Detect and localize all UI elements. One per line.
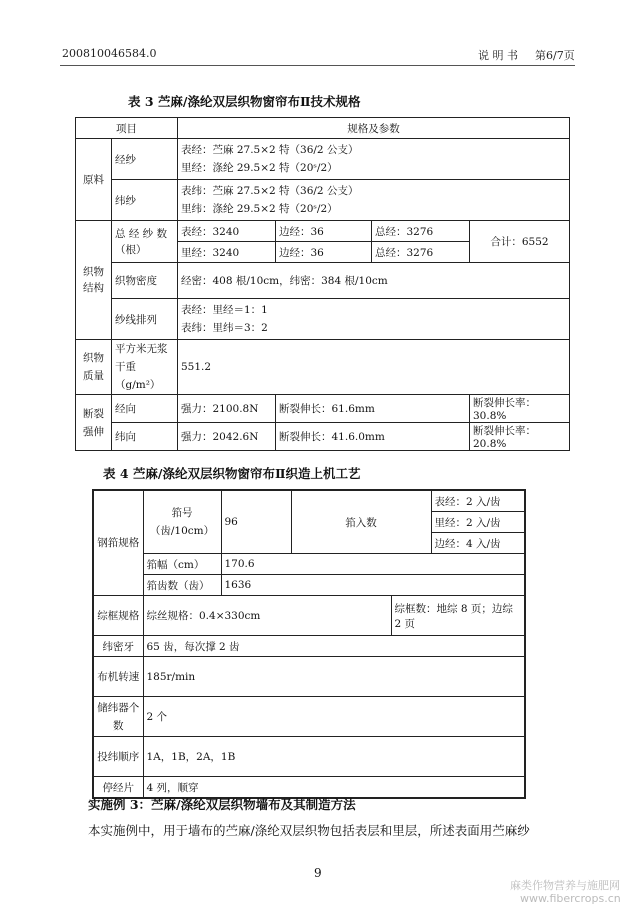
t4-heald-label: 综框规格 [93,596,143,636]
t3-strength-label: 断裂强伸 [76,395,112,451]
t3-weft-elongation: 断裂伸长：41.6.0mm [276,423,470,451]
t4-pick-gear-value: 65 齿，每次撑 2 齿 [143,636,525,657]
t3-warp-force: 强力：2100.8N [178,395,276,423]
t3-arrangement-label: 纱线排列 [112,299,178,340]
t4-pick-gear-label: 纬密牙 [93,636,143,657]
t3-grand-total: 合计：6552 [470,221,570,263]
t3-weft-direction: 纬向 [112,423,178,451]
t3-total-warp-1: 总经：3276 [372,221,470,242]
t4-reed-number-value: 96 [221,490,291,554]
t3-raw-material-label: 原料 [76,139,112,221]
t3-weft-rate: 断裂伸长率：20.8% [470,423,570,451]
t3-density-value: 经密：408 根/10cm，纬密：384 根/10cm [178,263,570,299]
t3-weft-face: 表纬：苎麻 27.5×2 特（36/2 公支） [181,185,359,197]
t4-feeder-label: 储纬器个数 [93,697,143,737]
header-rule [60,65,575,66]
t3-face-warp: 表经：3240 [178,221,276,242]
t3-gsm-label: 平方米无浆干重（g/m²） [112,340,178,395]
t3-warp-face: 表经：苎麻 27.5×2 特（36/2 公支） [181,144,359,156]
t3-arrangement-2: 表纬：里纬＝3：2 [181,322,268,334]
document-type: 说 明 书 [478,49,518,62]
page-indicator: 第6/7页 [535,49,575,62]
t3-warp-yarn-label: 经纱 [112,139,178,180]
t4-reed-label: 钢筘规格 [93,490,143,596]
patent-number: 200810046584.0 [62,47,157,60]
t4-stop-motion-value: 4 列，顺穿 [143,777,525,799]
t4-heald-spec: 综丝规格：0.4×330cm [143,596,391,636]
page-number: 9 [314,866,322,880]
t3-warp-yarn-cell [178,139,570,180]
t3-edge-warp-2: 边经：36 [276,242,372,263]
t3-warp-rate: 断裂伸长率：30.8% [470,395,570,423]
t4-reed-width-value: 170.6 [221,554,291,575]
t4-feeder-value: 2 个 [143,697,525,737]
t3-density-label: 织物密度 [112,263,178,299]
t4-insertion-value: 1A，1B，2A，1B [143,737,525,777]
t4-entry-edge: 边经：4 入/齿 [431,533,525,554]
t3-weft-yarn-cell [178,180,570,221]
watermark-line1: 麻类作物营养与施肥网 [510,879,620,892]
t3-warp-direction: 经向 [112,395,178,423]
t4-insertion-label: 投纬顺序 [93,737,143,777]
t4-reed-number-label: 筘号（齿/10cm） [143,490,221,554]
t4-reed-entry-label: 筘入数 [291,490,431,554]
t3-quality-label: 织物质量 [76,340,112,395]
example-text: 本实施例中，用于墙布的苎麻/涤纶双层织物包括表层和里层，所述表面用苎麻纱 [88,823,530,838]
t4-reed-teeth-label: 筘齿数（齿） [143,575,221,596]
t3-head-spec: 规格及参数 [178,118,570,139]
t3-back-warp: 里经：3240 [178,242,276,263]
table4-caption: 表 4 苎麻/涤纶双层织物窗帘布Ⅱ织造上机工艺 [103,466,361,481]
table3 [75,117,570,451]
table4 [92,489,526,799]
t3-arrangement-cell [178,299,570,340]
t3-warp-elongation: 断裂伸长：61.6mm [276,395,470,423]
t4-reed-width-label: 筘幅（cm） [143,554,221,575]
watermark-line2: www.fibercrops.cn [520,892,621,905]
t4-stop-motion-label: 停经片 [93,777,143,799]
t4-reed-width-blank [291,554,525,575]
t3-warp-back: 里经：涤纶 29.5×2 特（20ˢ/2） [181,162,338,174]
t4-reed-teeth-value: 1636 [221,575,291,596]
t4-heald-count: 综框数：地综 8 页；边综 2 页 [391,596,525,636]
t3-arrangement-1: 表经：里经＝1：1 [181,304,268,316]
t3-edge-warp-1: 边经：36 [276,221,372,242]
t3-total-warp-label: 总 经 纱 数（根） [112,221,178,263]
t3-weft-force: 强力：2042.6N [178,423,276,451]
t4-entry-face: 表经：2 入/齿 [431,490,525,512]
t3-total-warp-2: 总经：3276 [372,242,470,263]
t3-structure-label: 织物结构 [76,221,112,340]
t3-weft-back: 里纬：涤纶 29.5×2 特（20ˢ/2） [181,203,338,215]
t3-gsm-value: 551.2 [178,340,570,395]
example-heading: 实施例 3：苎麻/涤纶双层织物墙布及其制造方法 [88,797,356,812]
table3-caption: 表 3 苎麻/涤纶双层织物窗帘布Ⅱ技术规格 [128,94,361,109]
t4-speed-label: 布机转速 [93,657,143,697]
t4-speed-value: 185r/min [143,657,525,697]
t3-weft-yarn-label: 纬纱 [112,180,178,221]
t3-head-item: 项目 [76,118,178,139]
t4-reed-teeth-blank [291,575,525,596]
t4-entry-back: 里经：2 入/齿 [431,512,525,533]
